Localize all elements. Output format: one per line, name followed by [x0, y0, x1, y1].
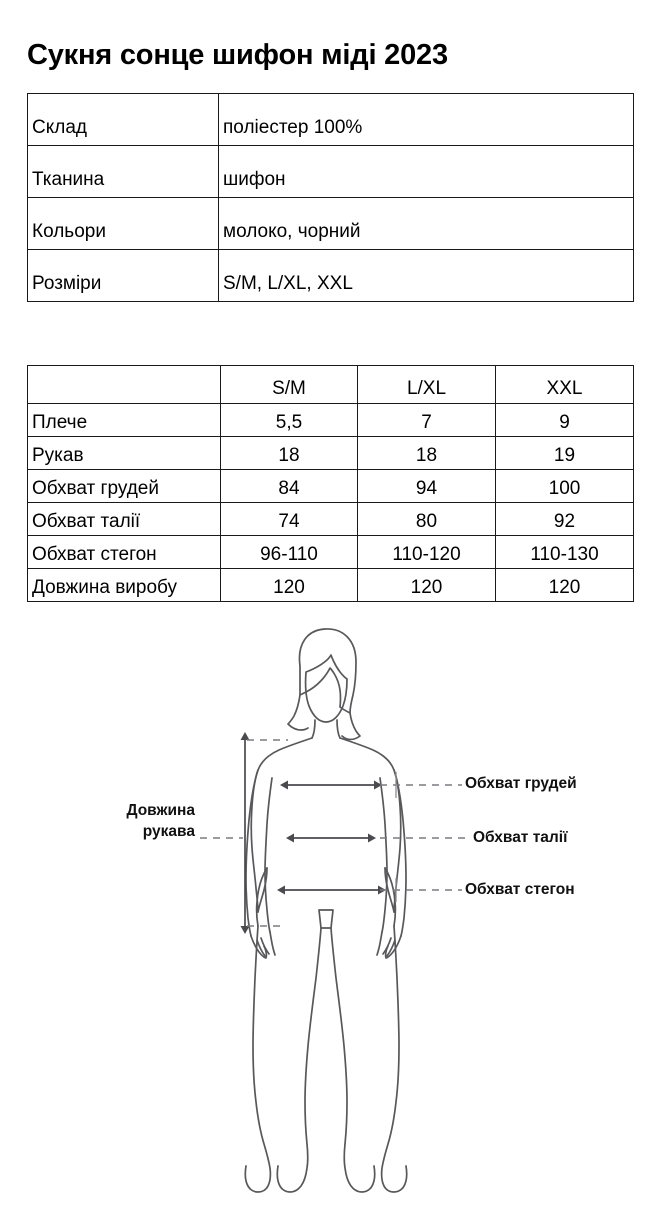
measure-value: 100 [496, 470, 634, 503]
measure-label-chest: Обхват грудей [28, 470, 221, 503]
measure-value: 110-120 [358, 536, 496, 569]
size-table-corner [28, 366, 221, 404]
table-row [28, 536, 634, 569]
table-row [28, 404, 634, 437]
size-column-header-xxl: XXL [496, 366, 634, 404]
measure-value: 120 [358, 569, 496, 602]
info-label-sklad: Склад [28, 94, 219, 146]
diagram-label-sleeve [60, 800, 195, 842]
measure-value: 18 [358, 437, 496, 470]
page-title: Сукня сонце шифон міді 2023 [27, 39, 448, 71]
measurement-diagram [0, 610, 671, 1210]
measure-value: 7 [358, 404, 496, 437]
diagram-label-waist: Обхват талії [473, 829, 568, 846]
table-row [28, 503, 634, 536]
measure-value: 9 [496, 404, 634, 437]
table-row [28, 146, 634, 198]
measure-value: 120 [221, 569, 358, 602]
measure-label-sleeve: Рукав [28, 437, 221, 470]
info-value-tkanyna: шифон [219, 146, 634, 198]
measure-label-hips: Обхват стегон [28, 536, 221, 569]
female-figure-icon [245, 629, 406, 1192]
size-column-header-sm: S/M [221, 366, 358, 404]
measure-label-shoulder: Плече [28, 404, 221, 437]
diagram-label-hips: Обхват стегон [465, 881, 575, 898]
table-row [28, 470, 634, 503]
measure-value: 84 [221, 470, 358, 503]
measure-label-waist: Обхват талії [28, 503, 221, 536]
info-label-tkanyna: Тканина [28, 146, 219, 198]
product-info-table [27, 93, 634, 302]
diagram-label-sleeve-line2: рукава [142, 823, 195, 840]
info-value-sklad: поліестер 100% [219, 94, 634, 146]
measure-value: 74 [221, 503, 358, 536]
table-row [28, 250, 634, 302]
measure-value: 92 [496, 503, 634, 536]
size-column-header-lxl: L/XL [358, 366, 496, 404]
measure-value: 120 [496, 569, 634, 602]
info-label-rozmiry: Розміри [28, 250, 219, 302]
info-label-kolory: Кольори [28, 198, 219, 250]
measure-value: 94 [358, 470, 496, 503]
table-header-row [28, 366, 634, 404]
table-row [28, 569, 634, 602]
info-value-rozmiry: S/M, L/XL, XXL [219, 250, 634, 302]
measure-value: 19 [496, 437, 634, 470]
measure-value: 18 [221, 437, 358, 470]
diagram-label-sleeve-line1: Довжина [126, 802, 195, 819]
table-row [28, 437, 634, 470]
measure-value: 96-110 [221, 536, 358, 569]
diagram-label-chest: Обхват грудей [465, 775, 577, 792]
measure-value: 110-130 [496, 536, 634, 569]
measure-value: 80 [358, 503, 496, 536]
info-value-kolory: молоко, чорний [219, 198, 634, 250]
size-chart-table [27, 365, 634, 602]
table-row [28, 94, 634, 146]
table-row [28, 198, 634, 250]
measure-label-length: Довжина виробу [28, 569, 221, 602]
measure-value: 5,5 [221, 404, 358, 437]
